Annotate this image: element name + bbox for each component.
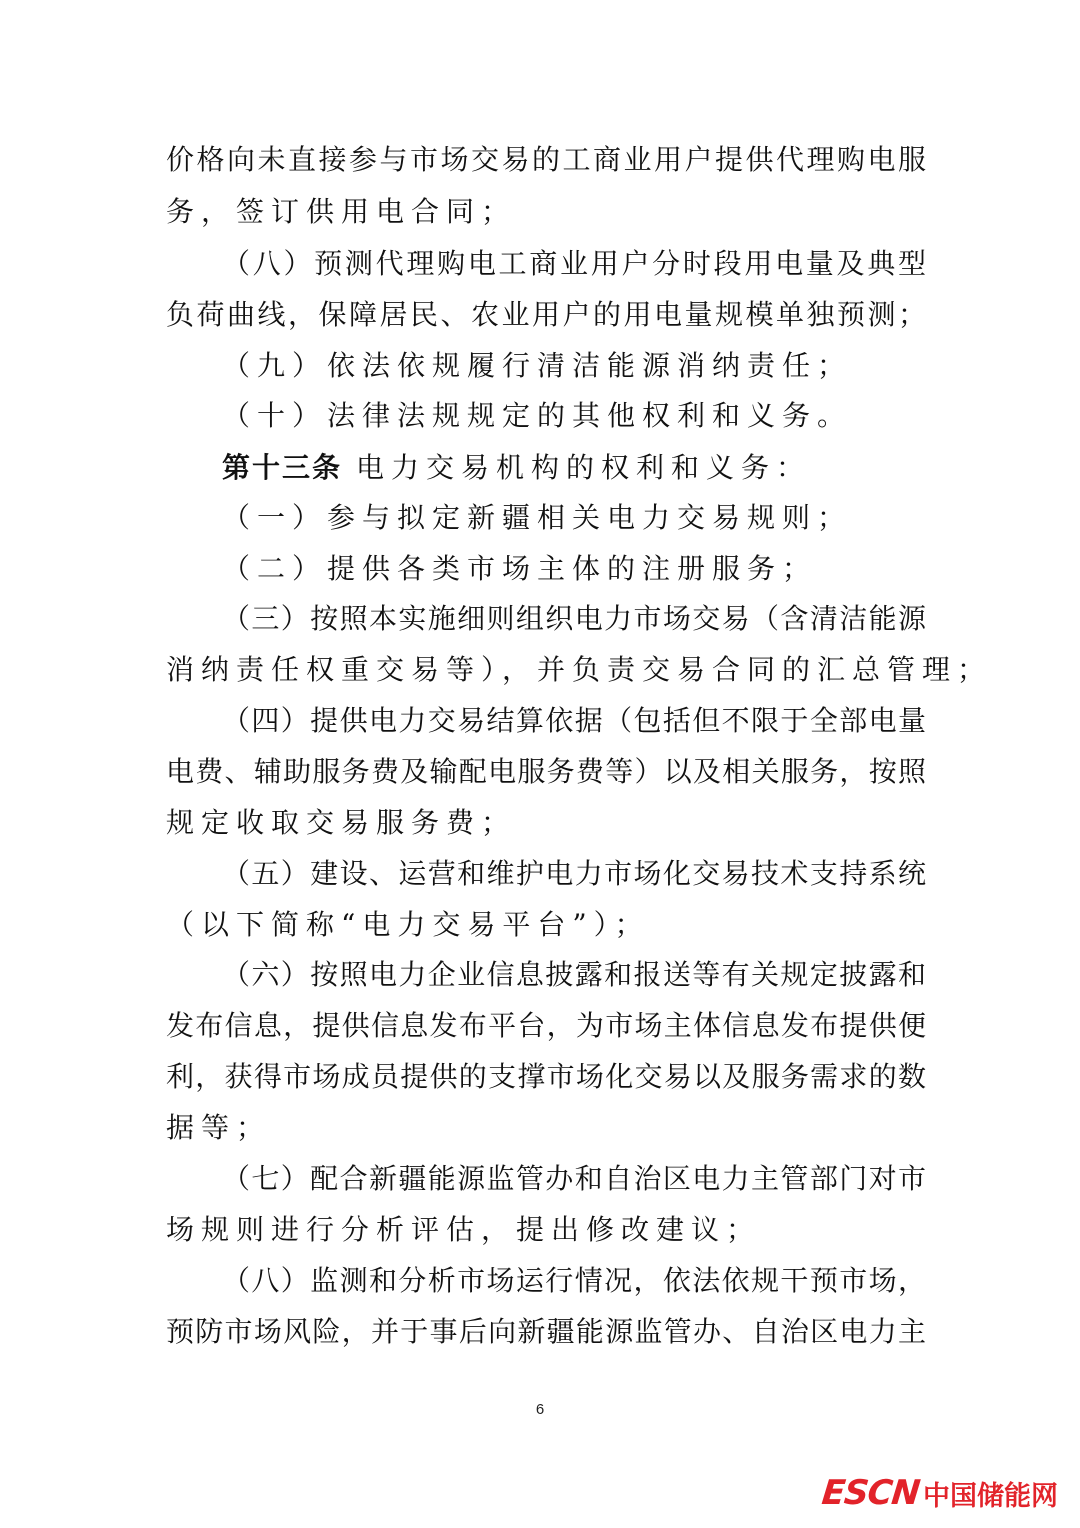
article-text: 电力交易机构的权利和义务：	[356, 451, 812, 484]
text-line: （十）法律法规规定的其他权利和义务。	[222, 399, 853, 432]
article-heading: 第十三条	[222, 451, 343, 484]
text-line: 价格向未直接参与市场交易的工商业用户提供代理购电服	[166, 143, 926, 176]
text-line: 据等；	[166, 1111, 272, 1144]
article-line	[222, 448, 926, 488]
text-line: 务，签订供用电合同；	[166, 195, 517, 228]
escn-watermark-logo	[819, 1473, 1058, 1513]
text-line: 发布信息，提供信息发布平台，为市场主体信息发布提供便	[166, 1009, 926, 1042]
text-line: （八）预测代理购电工商业用户分时段用电量及典型	[222, 247, 926, 280]
text-line: （五）建设、运营和维护电力市场化交易技术支持系统	[222, 857, 926, 890]
text-line: （九）依法依规履行清洁能源消纳责任；	[222, 349, 853, 382]
text-line: （二）提供各类市场主体的注册服务；	[222, 552, 818, 585]
text-line: 场规则进行分析评估，提出修改建议；	[166, 1213, 762, 1246]
watermark-latin: ESCN	[819, 1473, 922, 1513]
text-line: 规定收取交易服务费；	[166, 806, 517, 839]
text-line: 利，获得市场成员提供的支撑市场化交易以及服务需求的数	[166, 1060, 926, 1093]
watermark-cjk: 中国储能网	[923, 1480, 1058, 1512]
text-line: （三）按照本实施细则组织电力市场交易（含清洁能源	[222, 602, 926, 635]
text-line: 预防市场风险，并于事后向新疆能源监管办、自治区电力主	[166, 1315, 926, 1348]
text-line: 消纳责任权重交易等），并负责交易合同的汇总管理；	[166, 653, 993, 686]
text-line: （六）按照电力企业信息披露和报送等有关规定披露和	[222, 958, 926, 991]
text-line: （八）监测和分析市场运行情况，依法依规干预市场，	[222, 1264, 926, 1297]
text-line: （一）参与拟定新疆相关电力交易规则；	[222, 501, 853, 534]
text-line: （以下简称“电力交易平台”）；	[166, 908, 650, 941]
text-line: （四）提供电力交易结算依据（包括但不限于全部电量	[222, 704, 926, 737]
text-line: 电费、辅助服务费及输配电服务费等）以及相关服务，按照	[166, 755, 926, 788]
text-line: （七）配合新疆能源监管办和自治区电力主管部门对市	[222, 1162, 926, 1195]
text-line: 负荷曲线，保障居民、农业用户的用电量规模单独预测；	[166, 298, 926, 331]
page-number: 6	[535, 1401, 545, 1418]
